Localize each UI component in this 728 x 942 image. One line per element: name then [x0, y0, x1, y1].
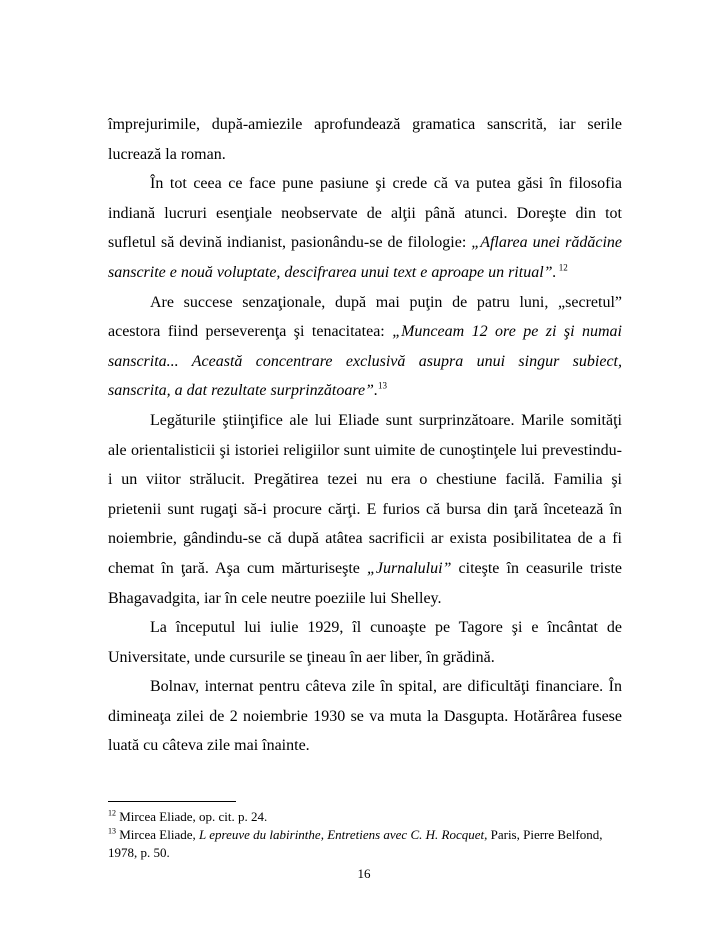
- text-segment: Bolnav, internat pentru câteva zile în spital, are dificultăţi financiare. În dimineaţa zilei de 2 noiembrie 1930 se va muta la Dasgupta. Hotărârea fusese luată cu câteva zile mai înainte.: [108, 678, 622, 755]
- text-segment: citeşte în ceasurile triste Bhagavadgita, iar în cele neutre poeziile lui Shelley.: [108, 559, 622, 607]
- text-segment: La începutul lui iulie 1929, îl cunoaşte pe Tagore şi e încântat de Universitate, unde cursurile se ţineau în aer liber, în grădină.: [108, 619, 622, 666]
- footnote-text: Mircea Eliade, op. cit. p. 24.: [116, 809, 268, 824]
- footnote-marker: 13: [108, 826, 116, 836]
- footnote-ref-12: 12: [556, 262, 568, 273]
- footnotes: [108, 808, 622, 862]
- quote-segment: „Munceam 12 ore pe zi şi numai sanscrita... Această concentrare exclusivă asupra unui singur subiect, sanscrita, a dat rezultate surprinzătoare”.: [108, 323, 623, 400]
- paragraph: [108, 288, 622, 406]
- footnote-12: [108, 808, 622, 826]
- body-text: [108, 110, 622, 761]
- quote-segment: „Jurnalului”: [366, 559, 452, 577]
- paragraph: [108, 672, 622, 761]
- footnote-text: Mircea Eliade,: [116, 827, 200, 842]
- quote-segment: „Aflarea unei rădăcine sanscrite e nouă voluptate, descifrarea unui text e aproape un ritual”.: [108, 234, 622, 281]
- paragraph: [108, 169, 622, 287]
- text-segment: împrejurimile, după-amiezile aprofundează gramatica sanscrită, iar serile lucrează la roman.: [108, 116, 622, 163]
- footnote-13: [108, 826, 622, 862]
- footnote-text: , Paris, Pierre Belfond, 1978, p. 50.: [108, 827, 603, 860]
- paragraph: [108, 110, 622, 169]
- page-number: 16: [357, 866, 371, 881]
- footnote-ref-13: 13: [377, 381, 387, 392]
- text-segment: Legăturile ştiinţifice ale lui Eliade sunt surprinzătoare. Marile somităţi ale orientalisticii şi istoriei religiilor sunt uimite de cunoştinţele lui prevestindu-i un viitor strălucit. Pregătirea tezei nu era o chestiune facilă. Familia şi prietenii sunt rugaţi să-i procure cărţi. E furios că bursa din ţară încetează în noiembrie, gândindu-se că după atâtea sacrificii ar exista posibilitatea de a fi chemat în ţară. Aşa cum mărturiseşte: [108, 411, 622, 577]
- footnote-marker: 12: [108, 808, 116, 818]
- footnote-separator: [108, 801, 236, 802]
- paragraph: [108, 406, 622, 613]
- footnote-title: L epreuve du labirinthe, Entretiens avec C. H. Rocquet: [199, 827, 485, 842]
- paragraph: [108, 613, 622, 672]
- text-segment: În tot ceea ce face pune pasiune şi crede că va putea găsi în filosofia indiană lucruri esenţiale neobservate de alţii până atunci. Doreşte din tot sufletul să devină indianist, pasionându-se de filologie:: [108, 175, 622, 252]
- text-segment: Are succese senzaţionale, după mai puţin de patru luni, „secretul” acestora fiind perseverenţa şi tenacitatea:: [108, 293, 622, 341]
